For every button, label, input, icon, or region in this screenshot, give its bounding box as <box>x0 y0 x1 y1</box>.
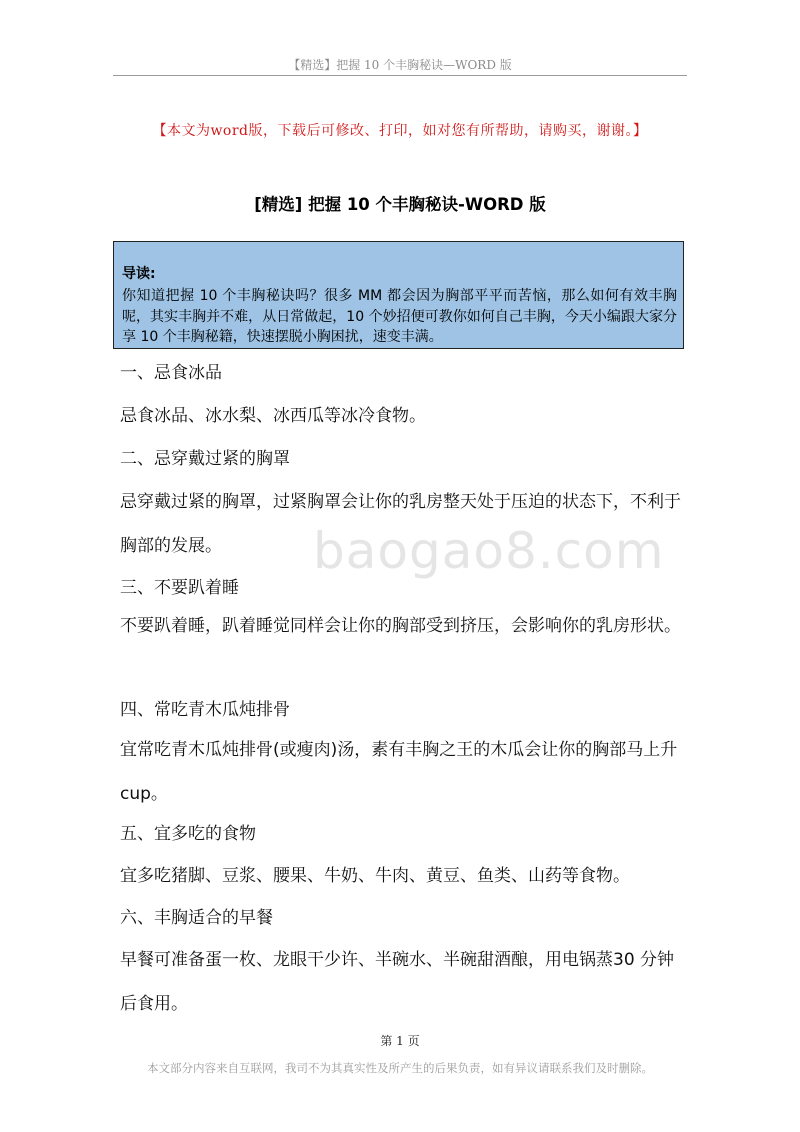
download-notice: 【本文为word版，下载后可修改、打印，如对您有所帮助，请购买，谢谢。】 <box>152 123 648 139</box>
guide-text: 你知道把握 10 个丰胸秘诀吗？很多 MM 都会因为胸部平平而苦恼，那么如何有效丰胸呢，其实丰胸并不难，从日常做起，10 个妙招便可教你如何自己丰胸，今天小编跟大家分享 10 个丰胸秘籍，快速摆脱小胸困扰，速变丰满。 <box>122 288 677 345</box>
guide-box <box>113 241 684 349</box>
disclaimer-footer: 本文部分内容来自互联网，我司不为其真实性及所产生的后果负责，如有异议请联系我们及时删除。 <box>147 1061 653 1075</box>
section-heading-3: 三、不要趴着睡 <box>120 578 239 598</box>
section-body-3: 不要趴着睡，趴着睡觉同样会让你的胸部受到挤压，会影响你的乳房形状。 <box>120 616 681 636</box>
page-number: 第 1 页 <box>380 1034 420 1048</box>
section-body-6: 早餐可准备蛋一枚、龙眼干少许、半碗水、半碗甜酒酿，用电锅蒸30 分钟后食用。 <box>120 950 675 1014</box>
section-heading-4: 四、常吃青木瓜炖排骨 <box>120 700 290 720</box>
section-body-4: 宜常吃青木瓜炖排骨(或瘦肉)汤，素有丰胸之王的木瓜会让你的胸部马上升 cup。 <box>120 740 678 804</box>
section-heading-2: 二、忌穿戴过紧的胸罩 <box>120 449 290 469</box>
section-heading-1: 一、忌食冰品 <box>120 363 222 383</box>
section-body-2: 忌穿戴过紧的胸罩，过紧胸罩会让你的乳房整天处于压迫的状态下，不利于胸部的发展。 <box>120 492 681 556</box>
section-heading-5: 五、宜多吃的食物 <box>120 824 256 844</box>
document-title: [精选] 把握 10 个丰胸秘诀-WORD 版 <box>254 195 546 214</box>
header-rule <box>113 75 687 76</box>
section-heading-6: 六、丰胸适合的早餐 <box>120 908 273 928</box>
section-body-1: 忌食冰品、冰水梨、冰西瓜等冰冷食物。 <box>120 406 426 426</box>
watermark: baogao8.com <box>313 522 665 580</box>
guide-label: 导读: <box>122 266 156 282</box>
section-body-5: 宜多吃猪脚、豆浆、腰果、牛奶、牛肉、黄豆、鱼类、山药等食物。 <box>120 866 630 886</box>
running-header: 【精选】把握 10 个丰胸秘诀—WORD 版 <box>288 58 512 72</box>
